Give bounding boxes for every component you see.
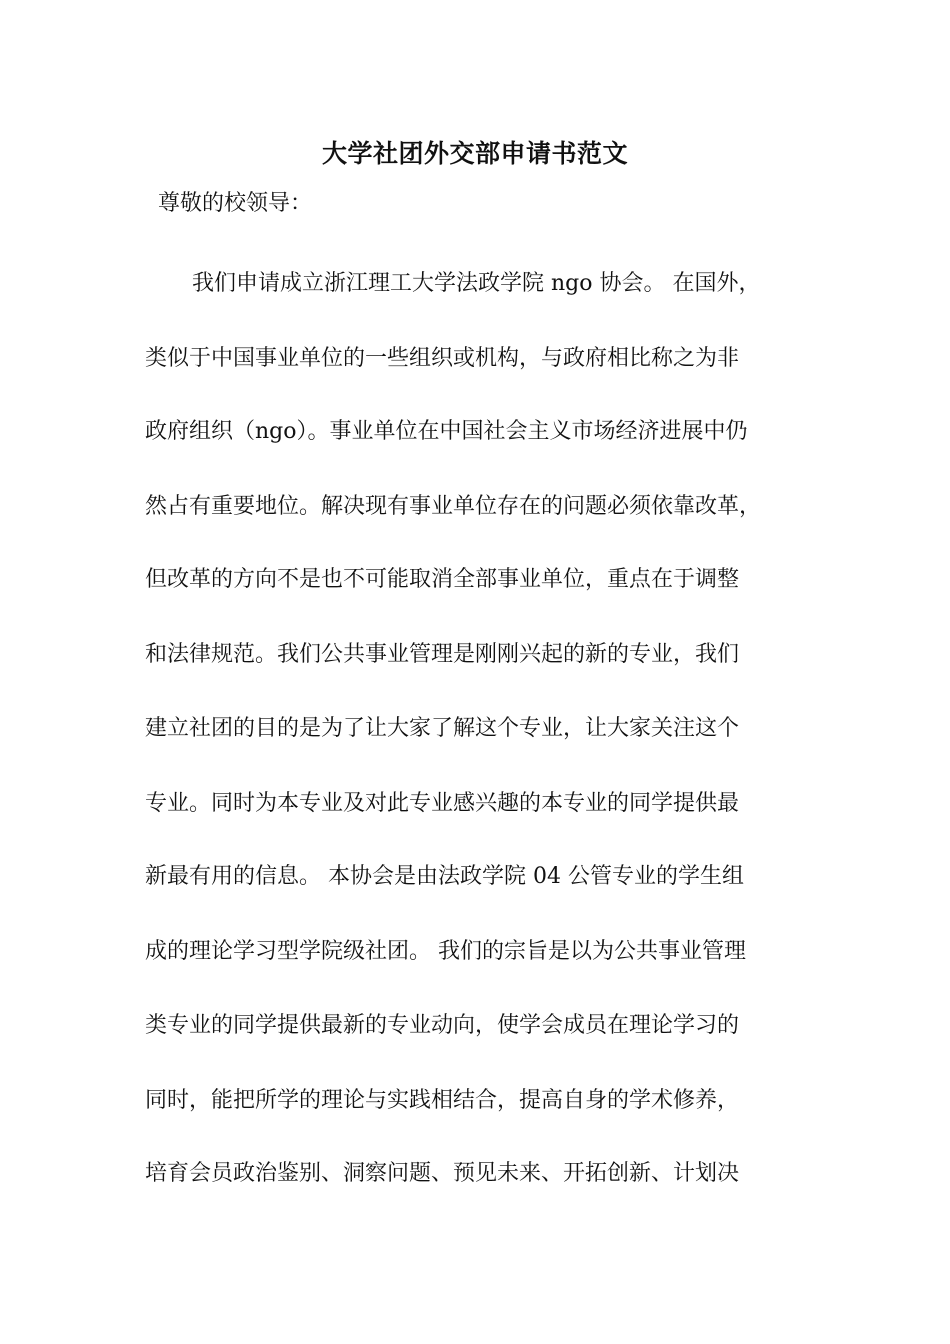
body-line: 成的理论学习型学院级社团。 我们的宗旨是以为公共事业管理 bbox=[145, 939, 746, 964]
body-line: 类专业的同学提供最新的专业动向，使学会成员在理论学习的 bbox=[145, 1013, 740, 1038]
body-line: 专业。同时为本专业及对此专业感兴趣的本专业的同学提供最 bbox=[145, 791, 740, 816]
body-line: 但改革的方向不是也不可能取消全部事业单位，重点在于调整 bbox=[145, 567, 740, 592]
body-line: 我们申请成立浙江理工大学法政学院 ngo 协会。 在国外， bbox=[192, 271, 761, 296]
body-line: 培育会员政治鉴别、洞察问题、预见未来、开拓创新、计划决 bbox=[145, 1161, 740, 1186]
document-title: 大学社团外交部申请书范文 bbox=[321, 139, 628, 168]
body-line: 和法律规范。我们公共事业管理是刚刚兴起的新的专业，我们 bbox=[145, 642, 740, 667]
body-line: 新最有用的信息。 本协会是由法政学院 04 公管专业的学生组 bbox=[145, 864, 744, 889]
body-line: 政府组织（ngo）。事业单位在中国社会主义市场经济进展中仍 bbox=[145, 419, 748, 444]
body-line: 然占有重要地位。解决现有事业单位存在的问题必须依靠改革， bbox=[145, 494, 762, 519]
body-line: 同时，能把所学的理论与实践相结合，提高自身的学术修养， bbox=[145, 1088, 740, 1113]
salutation: 尊敬的校领导： bbox=[158, 191, 313, 216]
body-line: 类似于中国事业单位的一些组织或机构，与政府相比称之为非 bbox=[145, 346, 740, 371]
body-line: 建立社团的目的是为了让大家了解这个专业，让大家关注这个 bbox=[145, 716, 740, 741]
